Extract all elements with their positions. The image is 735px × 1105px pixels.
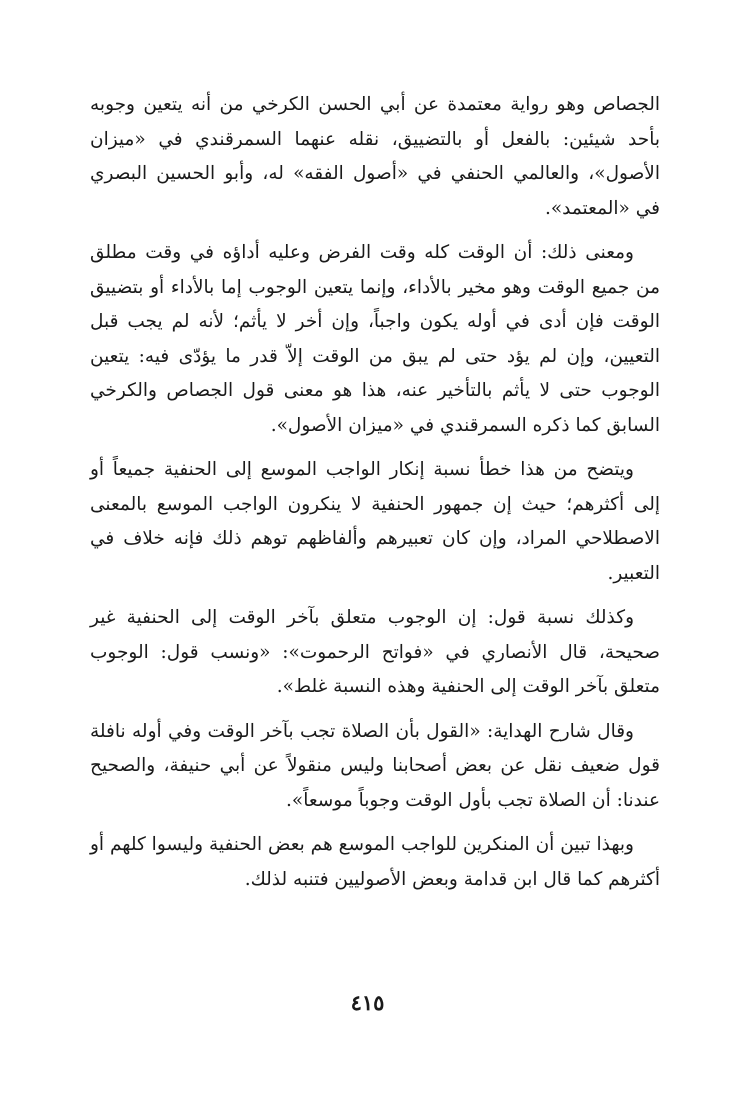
page-number: ٤١٥ (350, 990, 385, 1015)
paragraph-3: ويتضح من هذا خطأ نسبة إنكار الواجب الموسع إلى الحنفية جميعاً أو إلى أكثرهم؛ حيث إن جمهور الحنفية لا ينكرون الواجب الموسع بالمعنى الاصطلاحي المراد، وإن كان تعبيرهم وألفاظهم توهم ذلك فإنه خلاف في التعبير. (90, 459, 660, 584)
page-body (90, 88, 660, 907)
paragraph-6: وبهذا تبين أن المنكرين للواجب الموسع هم بعض الحنفية وليسوا كلهم أو أكثرهم كما قال ابن قدامة وبعض الأصوليين فتنبه لذلك. (90, 834, 660, 890)
paragraph-5: وقال شارح الهداية: «القول بأن الصلاة تجب بآخر الوقت وفي أوله نافلة قول ضعيف نقل عن بعض أصحابنا وليس منقولاً عن أبي حنيفة، والصحيح عندنا: أن الصلاة تجب بأول الوقت وجوباً موسعاً». (90, 720, 660, 811)
paragraph-4: وكذلك نسبة قول: إن الوجوب متعلق بآخر الوقت إلى الحنفية غير صحيحة، قال الأنصاري في «فواتح الرحموت»: «ونسب قول: الوجوب متعلق بآخر الوقت إلى الحنفية وهذه النسبة غلط». (90, 607, 660, 697)
paragraph-1: الجصاص وهو رواية معتمدة عن أبي الحسن الكرخي من أنه يتعين وجوبه بأحد شيئين: بالفعل أو بالتضييق، نقله عنهما السمرقندي في «ميزان الأصول»، والعالمي الحنفي في «أصول الفقه» له، وأبو الحسين البصري في «المعتمد». (90, 94, 660, 219)
paragraph-2: ومعنى ذلك: أن الوقت كله وقت الفرض وعليه أداؤه في وقت مطلق من جميع الوقت وهو مخير بالأداء، وإنما يتعين الوجوب إما بالأداء أو بتضييق الوقت فإن أدى في أوله يكون واجباً، وإن أخر لا يأثم؛ لأنه لم يجب قبل التعيين، وإن لم يؤد حتى لم يبق من الوقت إلاّ قدر ما يؤدّى فيه: يتعين الوجوب حتى لا يأثم بالتأخير عنه، هذا هو معنى قول الجصاص والكرخي السابق كما ذكره السمرقندي في «ميزان الأصول». (90, 242, 660, 436)
